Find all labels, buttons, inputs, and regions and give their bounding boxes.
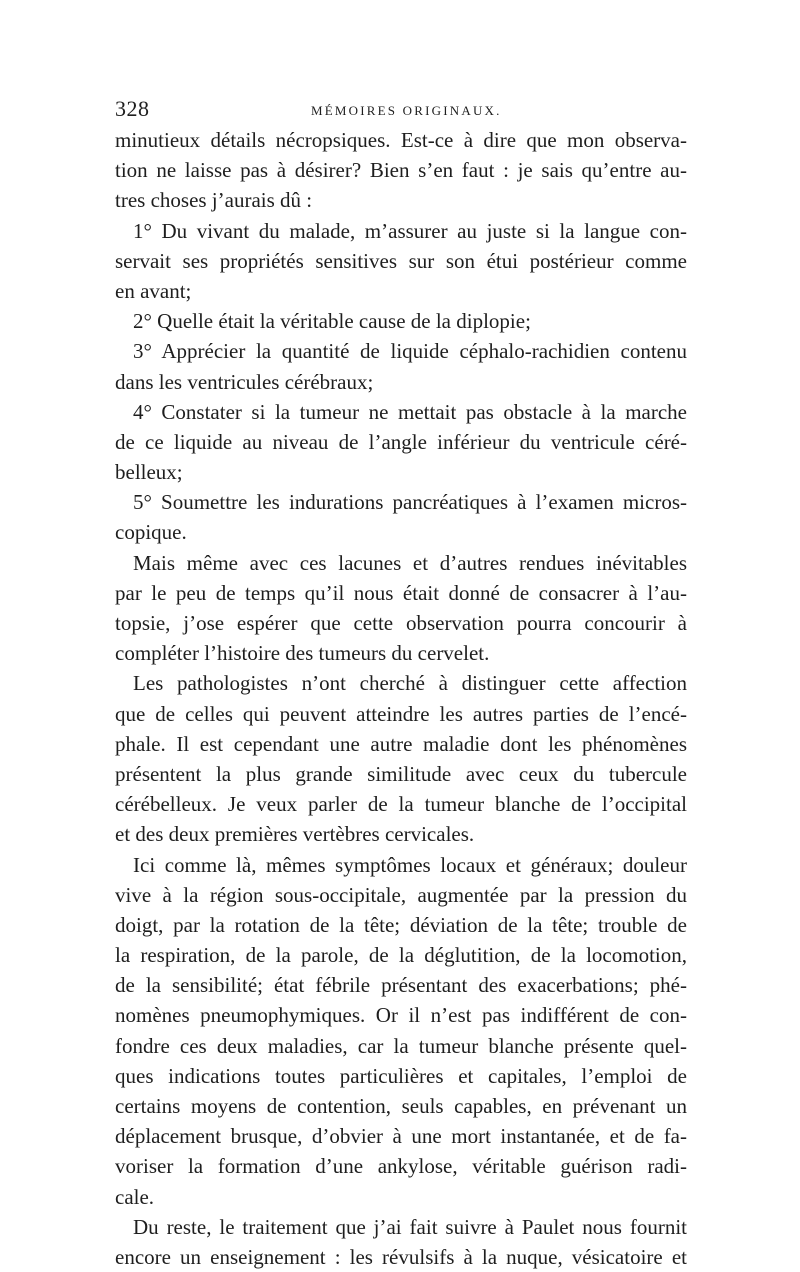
page-number: 328 <box>115 96 150 121</box>
text-line: doigt, par la rotation de la tête; déviation de la tête; trouble de <box>115 912 687 937</box>
text-line: vive à la région sous-occipitale, augmentée par la pression du <box>115 882 687 907</box>
text-line: Du reste, le traitement que j’ai fait suivre à Paulet nous fournit <box>133 1214 687 1239</box>
text-line: Les pathologistes n’ont cherché à distinguer cette affection <box>133 671 687 696</box>
text-line: copique. <box>115 520 187 545</box>
text-line: 2° Quelle était la véritable cause de la diplopie; <box>133 309 531 334</box>
text-line: fondre ces deux maladies, car la tumeur blanche présente quel- <box>115 1033 687 1058</box>
text-line: 1° Du vivant du malade, m’assurer au juste si la langue con- <box>133 218 687 243</box>
text-line: par le peu de temps qu’il nous était donné de consacrer à l’au- <box>115 580 687 605</box>
running-head <box>115 96 687 124</box>
text-line: belleux; <box>115 460 183 485</box>
text-line: ques indications toutes particulières et capitales, l’emploi de <box>115 1063 687 1088</box>
text-line: phale. Il est cependant une autre maladie dont les phénomènes <box>115 731 687 756</box>
text-line: que de celles qui peuvent atteindre les autres parties de l’encé- <box>115 701 687 726</box>
text-line: tres choses j’aurais dû : <box>115 188 313 213</box>
text-line: encore un enseignement : les révulsifs à la nuque, vésicatoire et <box>115 1244 687 1269</box>
text-line: déplacement brusque, d’obvier à une mort instantanée, et de fa- <box>115 1124 687 1149</box>
text-line: Ici comme là, mêmes symptômes locaux et généraux; douleur <box>133 852 687 877</box>
text-line: minutieux détails nécropsiques. Est-ce à dire que mon observa- <box>115 128 687 152</box>
text-line: de ce liquide au niveau de l’angle inférieur du ventricule céré- <box>115 429 687 454</box>
text-line: compléter l’histoire des tumeurs du cervelet. <box>115 641 490 666</box>
text-line: cale. <box>115 1184 155 1209</box>
text-line: en avant; <box>115 278 192 303</box>
text-line: nomènes pneumophymiques. Or il n’est pas indifférent de con- <box>115 1003 687 1028</box>
text-line: servait ses propriétés sensitives sur son étui postérieur comme <box>115 248 687 273</box>
text-line: dans les ventricules cérébraux; <box>115 369 374 394</box>
text-line: 3° Apprécier la quantité de liquide céphalo-rachidien contenu <box>133 339 687 364</box>
text-line: 5° Soumettre les indurations pancréatiques à l’examen micros- <box>133 490 687 515</box>
text-line: topsie, j’ose espérer que cette observation pourra concourir à <box>115 611 687 635</box>
body-text <box>115 125 687 1272</box>
text-line: Mais même avec ces lacunes et d’autres rendues inévitables <box>133 550 687 575</box>
text-line: présentent la plus grande similitude avec ceux du tubercule <box>115 761 687 786</box>
text-line: voriser la formation d’une ankylose, véritable guérison radi- <box>115 1154 687 1179</box>
running-head-title: MÉMOIRES ORIGINAUX. <box>311 103 502 118</box>
text-line: tion ne laisse pas à désirer? Bien s’en faut : je sais qu’entre au- <box>115 158 687 183</box>
text-line: cérébelleux. Je veux parler de la tumeur blanche de l’occipital <box>115 792 687 817</box>
text-line: certains moyens de contention, seuls capables, en prévenant un <box>115 1094 687 1118</box>
text-line: la respiration, de la parole, de la déglutition, de la locomotion, <box>115 943 687 968</box>
text-line: 4° Constater si la tumeur ne mettait pas obstacle à la marche <box>133 399 687 424</box>
text-line: de la sensibilité; état fébrile présentant des exacerbations; phé- <box>115 973 687 998</box>
text-line: et des deux premières vertèbres cervicales. <box>115 822 475 847</box>
